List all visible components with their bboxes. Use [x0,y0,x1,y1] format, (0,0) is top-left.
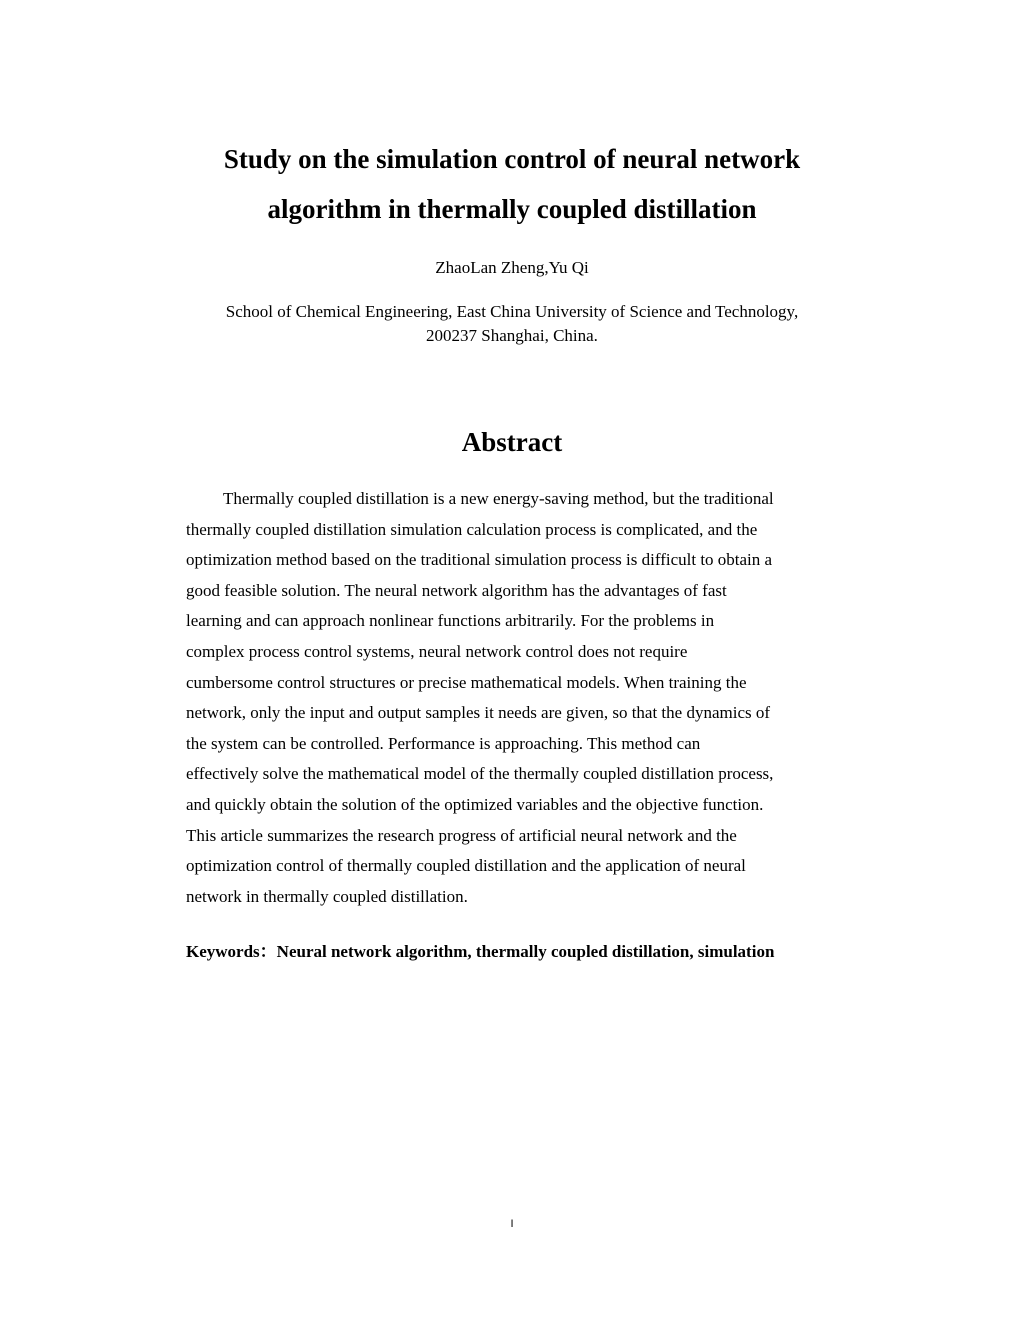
abstract-line: the system can be controlled. Performance is approaching. This method can [186,733,701,753]
abstract-line: learning and can approach nonlinear functions arbitrarily. For the problems in [186,611,715,631]
paper-title-line-1: Study on the simulation control of neural network [223,144,801,174]
page-number: I [510,1218,514,1230]
abstract-line: and quickly obtain the solution of the optimized variables and the objective function. [186,794,764,814]
keywords-label: Keywords： [186,942,277,961]
abstract-line: effectively solve the mathematical model of the thermally coupled distillation process, [186,764,774,784]
abstract-line: cumbersome control structures or precise mathematical models. When training the [186,672,747,692]
abstract-line: optimization method based on the traditional simulation process is difficult to obtain a [186,550,773,570]
abstract-line: thermally coupled distillation simulation calculation process is complicated, and the [186,519,758,539]
abstract-line: good feasible solution. The neural network algorithm has the advantages of fast [186,580,727,600]
abstract-line: network in thermally coupled distillation. [186,886,468,906]
abstract-body [186,484,846,912]
paper-title [0,134,1024,234]
author-list: ZhaoLan Zheng,Yu Qi [435,258,589,277]
abstract-line: network, only the input and output samples it needs are given, so that the dynamics of [186,703,771,723]
abstract-line: optimization control of thermally coupled distillation and the application of neural [186,856,746,876]
abstract-line: complex process control systems, neural network control does not require [186,641,688,661]
affiliation-line-2: 200237 Shanghai, China. [426,326,598,345]
affiliation-line-1: School of Chemical Engineering, East China University of Science and Technology, [225,302,799,321]
keywords-text: Neural network algorithm, thermally coupled distillation, simulation [276,942,775,961]
abstract-line: Thermally coupled distillation is a new energy-saving method, but the traditional [223,489,774,508]
affiliation [0,300,1024,348]
paper-title-line-2: algorithm in thermally coupled distillation [267,194,757,224]
abstract-line: This article summarizes the research progress of artificial neural network and the [186,825,737,845]
abstract-heading: Abstract [461,427,563,457]
keywords [186,937,886,967]
